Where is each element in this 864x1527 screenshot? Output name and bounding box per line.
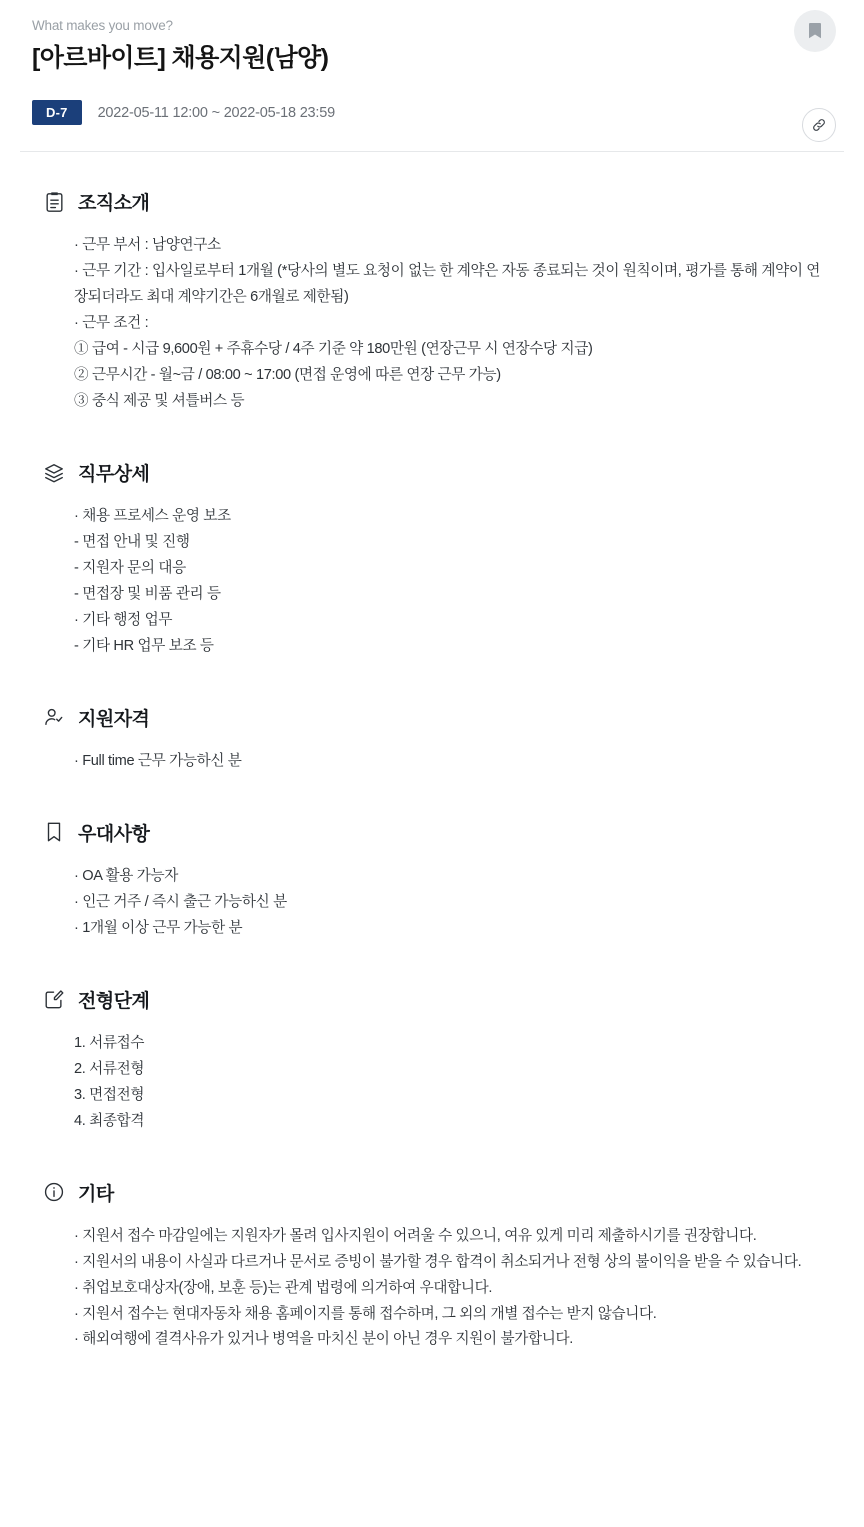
info-circle-icon	[42, 1180, 66, 1204]
body-line: · OA 활용 가능자	[74, 867, 178, 884]
application-period: 2022-05-11 12:00 ~ 2022-05-18 23:59	[97, 104, 335, 121]
body-line: · 지원서 접수는 현대자동차 채용 홈페이지를 통해 접수하며, 그 외의 개별 접수는 받지 않습니다.	[74, 1305, 657, 1322]
header-eyebrow: What makes you move?	[32, 18, 173, 33]
body-line: ② 근무시간 - 월~금 / 08:00 ~ 17:00 (면접 운영에 따른 연장 근무 가능)	[74, 367, 501, 384]
section-etc	[32, 1179, 832, 1354]
section-preferred	[32, 819, 832, 942]
page-title: [아르바이트] 채용지원(남양)	[32, 44, 329, 72]
bookmark-outline-icon	[42, 820, 66, 844]
section-body	[32, 749, 832, 775]
posting-meta	[32, 100, 832, 151]
body-line: · 근무 기간 : 입사일로부터 1개월 (*당사의 별도 요청이 없는 한 계약은 자동 종료되는 것이 원칙이며, 평가를 통해 계약이 연장되더라도 최대 계약기간은 6개월로 제한됨)	[74, 263, 821, 306]
body-line: 2. 서류전형	[74, 1060, 145, 1077]
body-line: · 채용 프로세스 운영 보조	[74, 508, 231, 525]
bookmark-icon	[807, 22, 823, 40]
body-line: - 면접 안내 및 진행	[74, 534, 190, 550]
section-qualification	[32, 704, 832, 775]
body-line: 1. 서류접수	[74, 1034, 145, 1051]
body-line: · Full time 근무 가능하신 분	[74, 752, 242, 769]
body-line: ③ 중식 제공 및 셔틀버스 등	[74, 393, 245, 410]
section-job-detail	[32, 459, 832, 660]
section-body	[32, 1031, 832, 1135]
section-title: 전형단계	[78, 990, 150, 1012]
section-header	[32, 819, 832, 846]
edit-square-icon	[42, 987, 66, 1011]
section-org-intro	[32, 188, 832, 415]
section-title: 지원자격	[78, 708, 150, 730]
section-body	[32, 504, 832, 660]
clipboard-icon	[42, 190, 66, 214]
body-line: · 기타 행정 업무	[74, 611, 173, 628]
section-title: 직무상세	[78, 464, 150, 486]
body-line: · 근무 부서 : 남양연구소	[74, 237, 221, 254]
body-line: · 취업보호대상자(장애, 보훈 등)는 관계 법령에 의거하여 우대합니다.	[74, 1279, 493, 1296]
section-body	[32, 1224, 832, 1354]
section-process	[32, 986, 832, 1135]
body-line: · 해외여행에 결격사유가 있거나 병역을 마치신 분이 아닌 경우 지원이 불가합니다.	[74, 1331, 573, 1348]
section-title: 기타	[78, 1183, 114, 1205]
body-line: · 인근 거주 / 즉시 출근 가능하신 분	[74, 893, 287, 910]
body-line: 4. 최종합격	[74, 1112, 145, 1129]
link-icon	[811, 117, 827, 133]
body-line: ① 급여 - 시급 9,600원 + 주휴수당 / 4주 기준 약 180만원 (연장근무 시 연장수당 지급)	[74, 341, 593, 358]
bookmark-button[interactable]	[794, 10, 836, 52]
section-title: 우대사항	[78, 823, 150, 845]
posting-header	[0, 0, 864, 151]
body-line: · 지원서의 내용이 사실과 다르거나 문서로 증빙이 불가할 경우 합격이 취소되거나 전형 상의 불이익을 받을 수 있습니다.	[74, 1253, 802, 1270]
section-body	[32, 864, 832, 942]
section-header	[32, 704, 832, 731]
section-header	[32, 1179, 832, 1206]
layers-icon	[42, 461, 66, 485]
section-title: 조직소개	[78, 193, 150, 215]
copy-link-button[interactable]	[802, 108, 836, 142]
section-header	[32, 459, 832, 486]
section-header	[32, 986, 832, 1013]
body-line: - 지원자 문의 대응	[74, 559, 186, 576]
posting-content	[0, 152, 864, 1393]
body-line: · 근무 조건 :	[74, 315, 149, 332]
body-line: · 1개월 이상 근무 가능한 분	[74, 919, 243, 936]
body-line: 3. 면접전형	[74, 1086, 145, 1103]
body-line: - 면접장 및 비품 관리 등	[74, 585, 221, 602]
user-check-icon	[42, 705, 66, 729]
body-line: - 기타 HR 업무 보조 등	[74, 637, 214, 654]
body-line: · 지원서 접수 마감일에는 지원자가 몰려 입사지원이 어려울 수 있으니, 여유 있게 미리 제출하시기를 권장합니다.	[74, 1227, 757, 1244]
status-badge: D-7	[32, 100, 82, 125]
section-header	[32, 188, 832, 215]
section-body	[32, 233, 832, 415]
